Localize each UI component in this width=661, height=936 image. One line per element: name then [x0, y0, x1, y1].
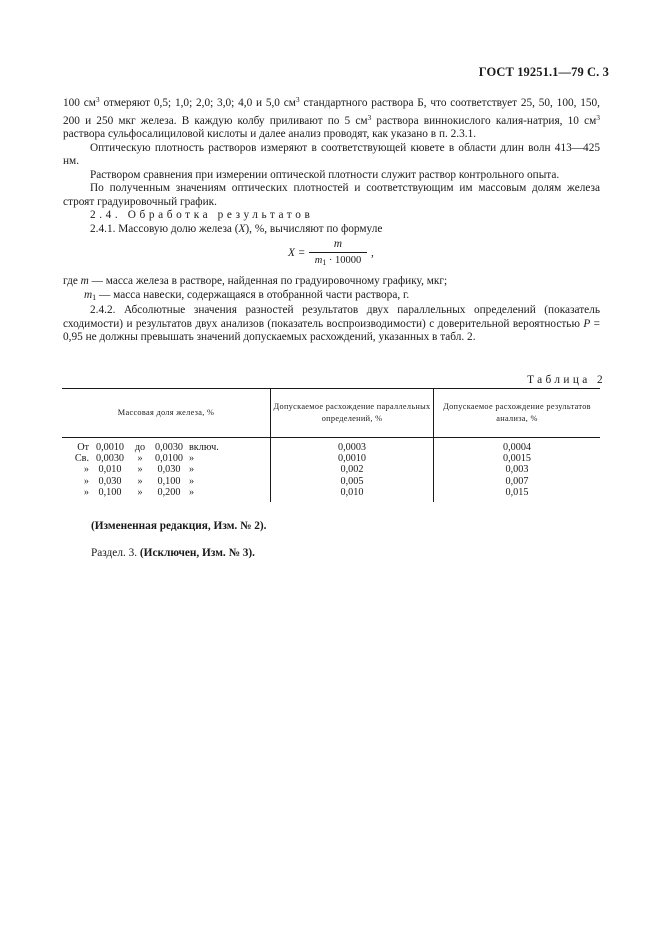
subscript: 1: [322, 258, 327, 267]
range-from: 0,0030: [95, 453, 124, 465]
formula-lhs: X =: [288, 247, 306, 259]
table-row: [62, 438, 600, 454]
table-cell-analysis: 0,007: [505, 475, 529, 487]
range-from: 0,010: [98, 464, 122, 476]
range-to-word: »: [137, 464, 143, 476]
range-from: 0,030: [98, 475, 122, 487]
text-run: — масса железа в растворе, найденная по градуировочному графику, мкг;: [88, 275, 448, 287]
revision-note: (Измененная редакция, Изм. № 2).: [91, 520, 267, 532]
tolerance-table: [62, 388, 600, 502]
range-prefix: »: [83, 475, 89, 487]
table-row: [62, 476, 600, 487]
superscript: 3: [367, 112, 372, 122]
text-run: отмеряют 0,5; 1,0; 2,0; 3,0; 4,0 и 5,0 см: [99, 97, 296, 109]
table-cell-range: [62, 487, 271, 502]
range-to-word: »: [137, 453, 143, 465]
document-body: [63, 93, 600, 345]
table-cell-parallel: 0,005: [271, 476, 434, 487]
formula-denominator: [309, 254, 367, 269]
range-prefix: »: [83, 464, 89, 476]
paragraph-optical-density: Оптическую плотность растворов измеряют в соответствующей кювете в области длин волн 413—425 нм.: [63, 141, 600, 167]
formula: [63, 237, 600, 273]
where-clause-m1: [63, 289, 600, 305]
fraction-bar: [309, 252, 367, 253]
text-run: Раздел. 3.: [91, 547, 140, 559]
page-header: ГОСТ 19251.1—79 С. 3: [478, 65, 609, 79]
range-to-word: »: [137, 475, 143, 487]
table-cell-parallel: 0,0003: [271, 438, 434, 454]
table-header-row: [62, 389, 600, 438]
table-cell-analysis: 0,015: [505, 486, 529, 498]
text-run: раствора сульфосалициловой кислоты и далее анализ проводят, как указано в п. 2.3.1.: [63, 128, 477, 140]
superscript: 3: [596, 112, 600, 122]
table-header-parallel: Допускаемое расхождение параллельных определений, %: [271, 389, 434, 438]
section-heading-2-4: [63, 209, 600, 223]
superscript: 3: [95, 95, 100, 104]
where-clause-m: [63, 275, 600, 289]
range-prefix: Св.: [74, 453, 89, 465]
paragraph-reference-solution: Раствором сравнения при измерении оптической плотности служит раствор контрольного опыта.: [90, 168, 560, 181]
variable-x: X: [238, 222, 246, 235]
table-caption: Таблица 2: [527, 374, 606, 386]
subscript: 1: [92, 292, 97, 302]
range-suffix: »: [189, 464, 195, 476]
range-prefix: »: [83, 486, 89, 498]
table-row: [62, 487, 600, 502]
range-from: 0,0010: [95, 442, 124, 453]
excluded-text: (Исключен, Изм. № 3).: [139, 547, 255, 559]
denominator-variable: m: [314, 255, 323, 266]
text-run: стандартного раствора Б, что соответствует 25, 50, 100, 150, 200 и 250 мкг железа. В каждую колбу приливают по 5 см: [63, 97, 601, 127]
text-run: ), %, вычисляют по формуле: [245, 222, 383, 235]
range-from: 0,100: [98, 486, 122, 498]
section-excluded-note: [91, 547, 255, 559]
table-cell-range: [62, 476, 271, 487]
range-to: 0,100: [157, 475, 181, 487]
text-run: = 0,95 не должны превышать значений допускаемых расхождений, указанных в табл. 2.: [63, 317, 600, 343]
table-cell-range: [62, 464, 271, 475]
range-to: 0,0100: [154, 453, 183, 465]
section-heading-text: 2.4. Обработка результатов: [90, 209, 314, 221]
range-to-word: »: [137, 486, 143, 498]
formula-comma: ,: [371, 247, 374, 259]
table-cell-range: [62, 453, 271, 464]
range-suffix: »: [189, 475, 195, 487]
paragraph-standard-solution: [63, 93, 600, 142]
table-row: [62, 464, 600, 475]
denominator-rest: · 10000: [326, 255, 362, 266]
range-to-word: до: [134, 442, 146, 453]
formula-numerator: m: [333, 238, 343, 250]
variable-p: P: [583, 317, 591, 330]
table-cell-range: [62, 438, 271, 454]
paragraph-2-4-2: [63, 304, 600, 345]
range-suffix: включ.: [189, 442, 219, 453]
text-run: 2.4.1. Массовую долю железа (: [90, 222, 239, 235]
text-run: — масса навески, содержащаяся в отобранной части раствора, г.: [96, 288, 410, 301]
table-cell-analysis: 0,0015: [502, 453, 531, 465]
text-run: раствора виннокислого калия-натрия, 10 см: [371, 114, 597, 127]
range-suffix: »: [189, 453, 195, 465]
variable-m1: m: [84, 288, 93, 301]
table-cell-parallel: 0,002: [271, 464, 434, 475]
text-run: где: [63, 275, 81, 287]
text-run: 2.4.2. Абсолютные значения разностей результатов двух параллельных определений (показатель сходимости) и результатов двух анализов (показатель воспроизводимости) с доверительной вероятностью: [63, 304, 600, 330]
table-cell-analysis: 0,0004: [502, 442, 531, 453]
table-row: [62, 453, 600, 464]
superscript: 3: [295, 95, 300, 104]
range-prefix: От: [77, 442, 89, 453]
text-run: 100 см: [63, 97, 96, 109]
range-to: 0,0030: [154, 442, 183, 453]
range-suffix: »: [189, 486, 195, 498]
formula-fraction: [309, 238, 367, 269]
range-to: 0,200: [157, 486, 181, 498]
paragraph-2-4-1: [63, 223, 600, 237]
paragraph-calibration-graph: По полученным значениям оптических плотностей и соответствующим им массовым долям железа строят градуировочный график.: [63, 182, 600, 208]
table-cell-analysis: 0,003: [505, 464, 529, 476]
range-to: 0,030: [157, 464, 181, 476]
table-header-mass-fraction: Массовая доля железа, %: [62, 389, 271, 438]
table-cell-parallel: 0,010: [271, 487, 434, 502]
table-header-analysis: Допускаемое расхождение результатов анализа, %: [434, 389, 601, 438]
table-cell-parallel: 0,0010: [271, 453, 434, 464]
variable-m: m: [80, 275, 89, 287]
